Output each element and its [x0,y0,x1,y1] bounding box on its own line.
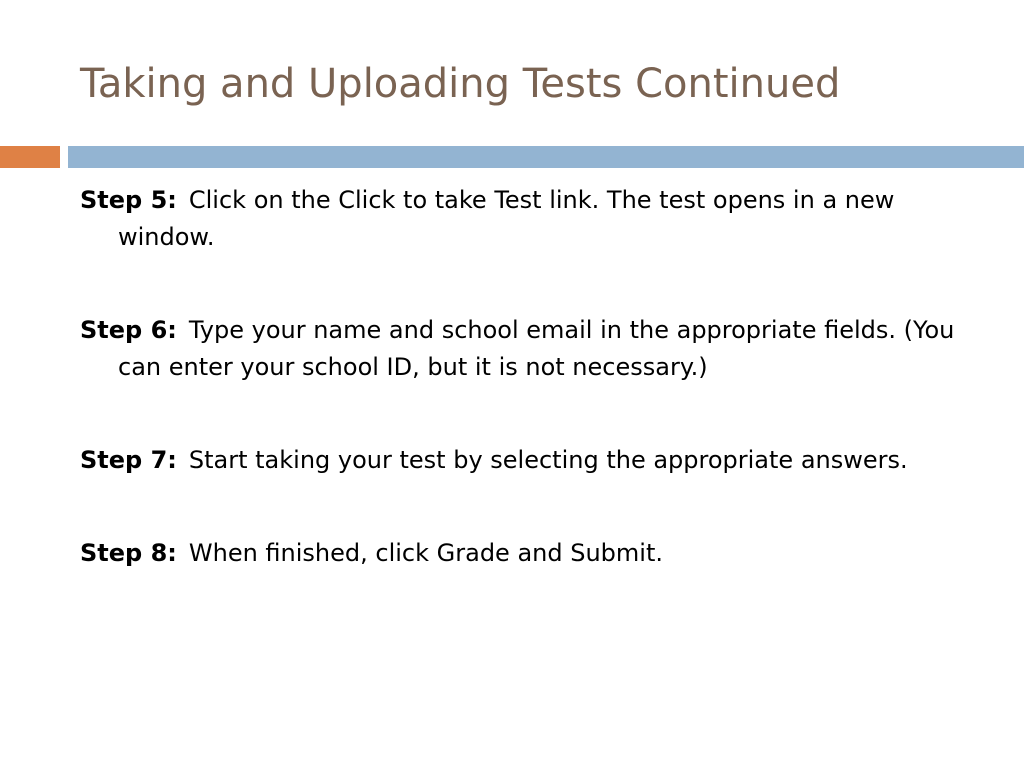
step-text: Type your name and school email in the appropriate fields. (You can enter your school ID, but it is not necessary.) [118,316,955,381]
step-list [80,182,980,572]
step-label: Step 7: [80,446,177,474]
step-label: Step 6: [80,316,177,344]
accent-bar-orange [0,146,60,168]
step-text: When finished, click Grade and Submit. [188,539,663,567]
step-5 [80,182,980,256]
step-8 [80,535,980,572]
step-text: Click on the Click to take Test link. The test opens in a new window. [118,186,895,251]
step-6 [80,312,980,386]
step-7 [80,442,980,479]
accent-bar-blue [68,146,1024,168]
step-label: Step 8: [80,539,177,567]
step-text: Start taking your test by selecting the appropriate answers. [188,446,908,474]
slide-title: Taking and Uploading Tests Continued [80,61,841,107]
step-label: Step 5: [80,186,177,214]
